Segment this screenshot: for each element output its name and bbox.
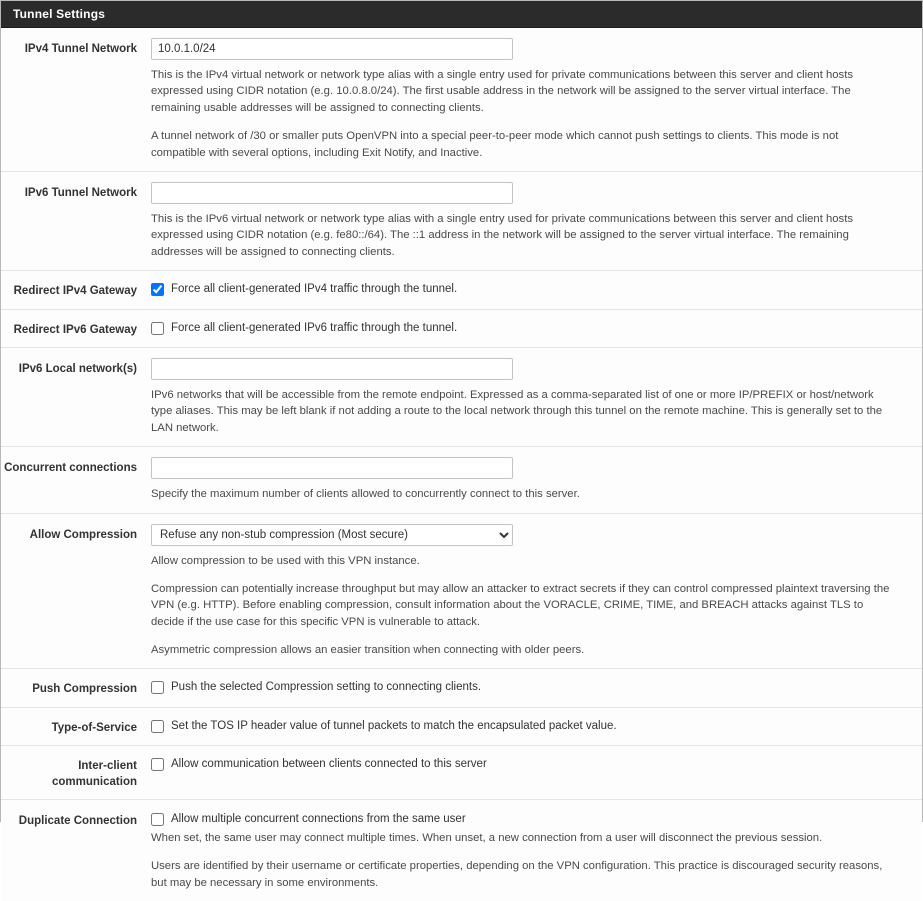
redirect-ipv4-gateway-checkbox[interactable] [151,283,164,296]
field-push-compression [151,678,922,696]
help-allow-compression-1: Allow compression to be used with this VPN instance. [151,554,420,567]
concurrent-connections-input[interactable] [151,457,513,479]
row-push-compression [1,669,922,708]
ipv6-local-networks-input[interactable] [151,358,513,380]
field-concurrent-connections [151,457,922,502]
field-duplicate-connection [151,810,922,891]
help-allow-compression-2: Compression can potentially increase throughput but may allow an attacker to extract secrets if they can control compressed plaintext traversing the VPN (e.g. HTTP). Before enabling compression, consult information about the VORACLE, CRIME, TIME, and BREACH attacks against TLS to decide if the use case for this specific VPN is vulnerable to attack. [151,582,890,628]
help-duplicate-connection-2: Users are identified by their username or certificate properties, depending on the VPN configuration. This practice is discouraged security reasons, but may be necessary in some environments. [151,860,883,889]
row-type-of-service [1,708,922,747]
type-of-service-checkbox[interactable] [151,720,164,733]
duplicate-connection-checkbox-label: Allow multiple concurrent connections from the same user [171,813,466,826]
field-redirect-ipv4-gateway [151,280,922,298]
field-ipv6-tunnel-network [151,182,922,260]
checkline-redirect-ipv6-gateway [151,319,908,337]
type-of-service-checkbox-label: Set the TOS IP header value of tunnel packets to match the encapsulated packet value. [171,719,617,732]
label-concurrent-connections: Concurrent connections [4,462,137,475]
ipv6-tunnel-network-input[interactable] [151,182,513,204]
row-duplicate-connection [1,800,922,901]
help-ipv4-tunnel-network-2: A tunnel network of /30 or smaller puts OpenVPN into a special peer-to-peer mode which cannot push settings to clients. This mode is not compatible with several options, including Exit Notify, and Inactive. [151,130,839,159]
help-allow-compression-3: Asymmetric compression allows an easier transition when connecting with older peers. [151,644,585,657]
redirect-ipv6-gateway-checkbox-label: Force all client-generated IPv6 traffic through the tunnel. [171,321,458,334]
help-concurrent-connections-1: Specify the maximum number of clients allowed to concurrently connect to this server. [151,488,580,501]
help-ipv6-local-networks-1: IPv6 networks that will be accessible from the remote endpoint. Expressed as a comma-separated list of one or more IP/PREFIX or host/network type aliases. This may be left blank if not adding a route to the local network through this tunnel on the remote machine. This is generally set to the LAN network. [151,389,883,434]
redirect-ipv4-gateway-checkbox-label: Force all client-generated IPv4 traffic through the tunnel. [171,283,458,295]
row-redirect-ipv4-gateway [1,271,922,310]
ipv4-tunnel-network-input[interactable] [151,38,513,60]
label-ipv6-local-networks: IPv6 Local network(s) [18,363,137,376]
row-ipv4-tunnel-network [1,28,922,172]
label-ipv6-tunnel-network: IPv6 Tunnel Network [24,186,137,199]
inter-client-communication-checkbox-label: Allow communication between clients connected to this server [171,758,487,771]
checkline-type-of-service [151,717,908,735]
help-duplicate-connection-1: When set, the same user may connect multiple times. When unset, a new connection from a user will disconnect the previous session. [151,831,823,844]
checkline-duplicate-connection [151,810,908,828]
field-inter-client-communication [151,755,922,773]
panel-title: Tunnel Settings [1,1,922,28]
redirect-ipv6-gateway-checkbox[interactable] [151,322,164,335]
help-ipv6-tunnel-network-1: This is the IPv6 virtual network or network type alias with a single entry used for private communications between this server and client hosts expressed using CIDR notation (e.g. fe80::/64). The ::1 address in the network will be assigned to the server virtual interface. The remaining addresses will be assigned to connecting clients. [151,212,853,258]
label-duplicate-connection: Duplicate Connection [18,815,137,828]
field-type-of-service [151,717,922,735]
field-ipv4-tunnel-network [151,38,922,161]
duplicate-connection-checkbox[interactable] [151,813,164,826]
label-redirect-ipv6-gateway: Redirect IPv6 Gateway [13,323,137,336]
label-allow-compression: Allow Compression [29,528,137,541]
help-ipv4-tunnel-network-1: This is the IPv4 virtual network or network type alias with a single entry used for private communications between this server and client hosts expressed using CIDR notation (e.g. 10.0.8.0/24). The first usable address in the network will be assigned to the server virtual interface. The remaining usable addresses will be assigned to connecting clients. [151,69,853,114]
push-compression-checkbox[interactable] [151,681,164,694]
field-ipv6-local-networks [151,358,922,436]
row-concurrent-connections [1,447,922,513]
label-ipv4-tunnel-network: IPv4 Tunnel Network [24,43,137,55]
row-allow-compression [1,514,922,670]
row-ipv6-local-networks [1,348,922,447]
row-ipv6-tunnel-network [1,172,922,271]
push-compression-checkbox-label: Push the selected Compression setting to connecting clients. [171,681,482,694]
row-redirect-ipv6-gateway [1,310,922,349]
label-type-of-service: Type-of-Service [51,721,137,734]
label-redirect-ipv4-gateway: Redirect IPv4 Gateway [13,285,137,297]
row-inter-client-communication [1,746,922,800]
checkline-inter-client-communication [151,755,908,773]
label-push-compression: Push Compression [32,683,137,696]
allow-compression-select[interactable] [151,524,513,546]
label-inter-client-communication: Inter-client communication [52,760,137,788]
checkline-redirect-ipv4-gateway [151,280,908,298]
field-redirect-ipv6-gateway [151,319,922,337]
checkline-push-compression [151,678,908,696]
panel-body [1,28,922,901]
field-allow-compression [151,524,922,659]
inter-client-communication-checkbox[interactable] [151,758,164,771]
